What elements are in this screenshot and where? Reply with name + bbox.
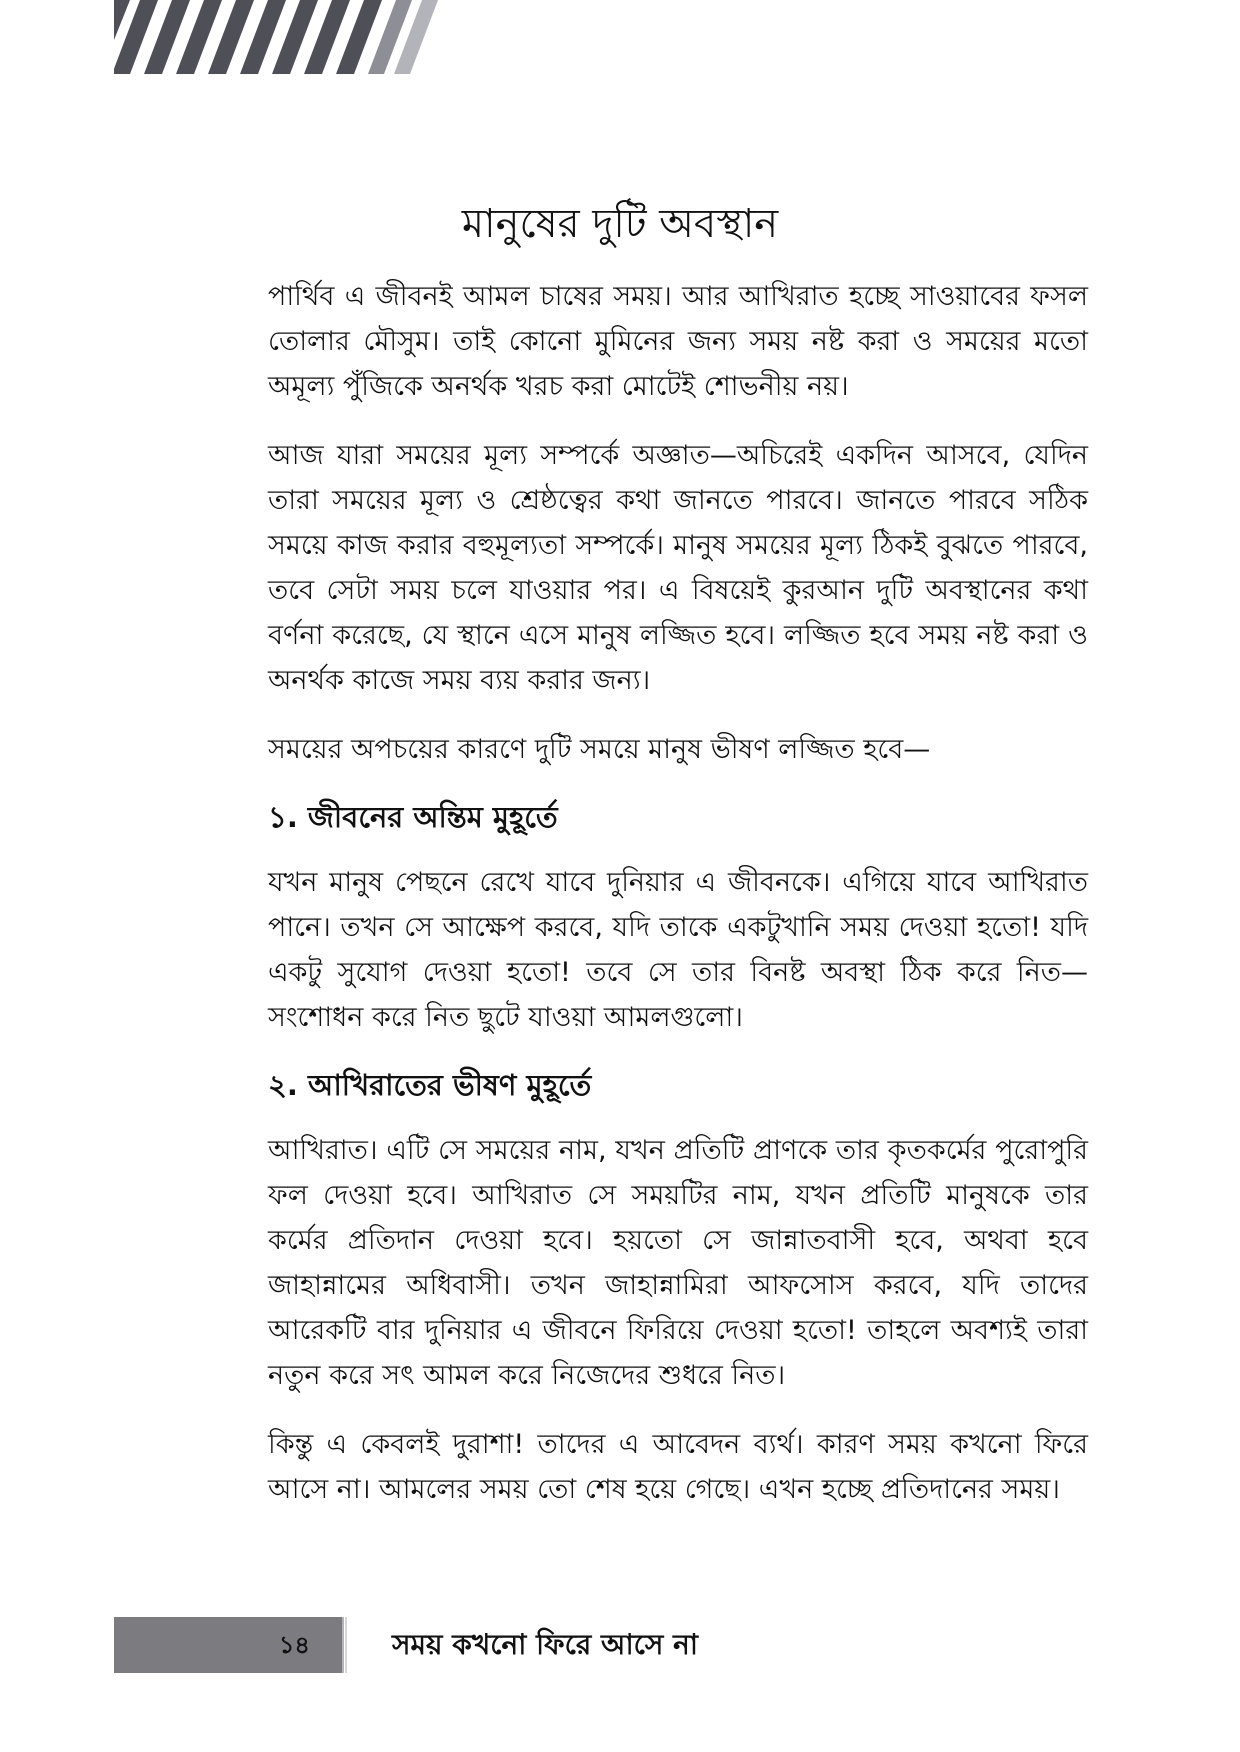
paragraph-value-of-time: আজ যারা সময়ের মূল্য সম্পর্কে অজ্ঞাত—অচিরেই একদিন আসবে, যেদিন তারা সময়ের মূল্য ও শ্রেষ্ঠত্বের কথা জানতে পারবে। জানতে পারবে সঠিক সময়ে কাজ করার বহুমূল্যতা সম্পর্কে। মানুষ সময়ের মূল্য ঠিকই বুঝতে পারবে, তবে সেটা সময় চলে যাওয়ার পর। এ বিষয়েই কুরআন দুটি অবস্থানের কথা বর্ণনা করেছে, যে স্থানে এসে মানুষ লজ্জিত হবে। লজ্জিত হবে সময় নষ্ট করা ও অনর্থক কাজে সময় ব্যয় করার জন্য।	[268, 440, 1088, 696]
stripe-group	[114, 0, 438, 74]
page-title: মানুষের দুটি অবস্থান	[461, 201, 779, 247]
paragraph-conclusion: কিন্তু এ কেবলই দুরাশা! তাদের এ আবেদন ব্যর্থ। কারণ সময় কখনো ফিরে আসে না। আমলের সময় তো শেষ হয়ে গেছে। এখন হচ্ছে প্রতিদানের সময়।	[268, 1429, 1088, 1505]
page-number: ১৪	[278, 1631, 310, 1659]
paragraph-final-moment: যখন মানুষ পেছনে রেখে যাবে দুনিয়ার এ জীবনকে। এগিয়ে যাবে আখিরাত পানে। তখন সে আক্ষেপ করবে, যদি তাকে একটুখানি সময় দেওয়া হতো! যদি একটু সুযোগ দেওয়া হতো! তবে সে তার বিনষ্ট অবস্থা ঠিক করে নিত—সংশোধন করে নিত ছুটে যাওয়া আমলগুলো।	[268, 867, 1088, 1033]
paragraph-two-moments: সময়ের অপচয়ের কারণে দুটি সময়ে মানুষ ভীষণ লজ্জিত হবে—	[268, 734, 931, 765]
section-heading-2: ২. আখিরাতের ভীষণ মুহূর্তে	[268, 1068, 592, 1102]
running-footer-book-title: সময় কখনো ফিরে আসে না	[392, 1628, 698, 1661]
footer-bar-edge	[342, 1617, 348, 1673]
paragraph-akhirah: আখিরাত। এটি সে সময়ের নাম, যখন প্রতিটি প্রাণকে তার কৃতকর্মের পুরোপুরি ফল দেওয়া হবে। আখিরাত সে সময়টির নাম, যখন প্রতিটি মানুষকে তার কর্মের প্রতিদান দেওয়া হবে। হয়তো সে জান্নাতবাসী হবে, অথবা হবে জাহান্নামের অধিবাসী। তখন জাহান্নামিরা আফসোস করবে, যদি তাদের আরেকটি বার দুনিয়ার এ জীবনে ফিরিয়ে দেওয়া হতো! তাহলে অবশ্যই তারা নতুন করে সৎ আমল করে নিজেদের শুধরে নিত।	[268, 1135, 1088, 1391]
section-heading-1: ১. জীবনের অন্তিম মুহূর্তে	[268, 800, 558, 834]
paragraph-intro: পার্থিব এ জীবনই আমল চাষের সময়। আর আখিরাত হচ্ছে সাওয়াবের ফসল তোলার মৌসুম। তাই কোনো মুমিনের জন্য সময় নষ্ট করা ও সময়ের মতো অমূল্য পুঁজিকে অনর্থক খরচ করা মোটেই শোভনীয় নয়।	[268, 281, 1088, 402]
page-body	[268, 274, 1088, 1512]
decorative-stripes	[114, 0, 444, 74]
